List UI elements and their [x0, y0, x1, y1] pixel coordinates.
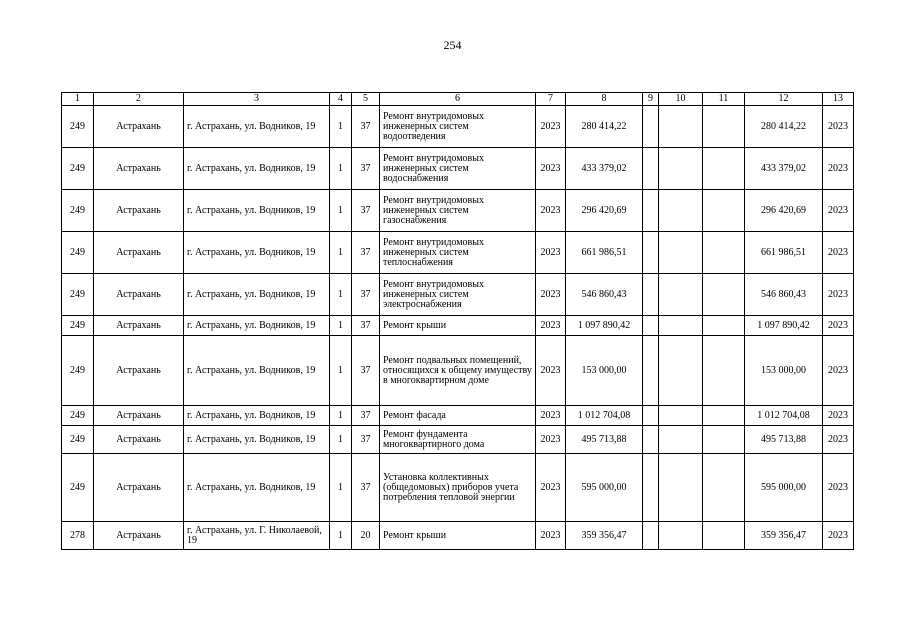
total-cost-cell: 359 356,47 [745, 522, 823, 550]
end-year-cell: 2023 [823, 426, 854, 454]
year-cell: 2023 [536, 454, 566, 522]
work-type-cell: Установка коллективных (общедомовых) приборов учета потребления тепловой энергии [380, 454, 536, 522]
address-cell: г. Астрахань, ул. Водников, 19 [184, 106, 330, 148]
col4-cell: 1 [330, 106, 352, 148]
row-number: 249 [62, 336, 94, 406]
year-cell: 2023 [536, 406, 566, 426]
col5-cell: 37 [352, 454, 380, 522]
row-number: 278 [62, 522, 94, 550]
address-cell: г. Астрахань, ул. Водников, 19 [184, 454, 330, 522]
cost-cell: 359 356,47 [566, 522, 643, 550]
col5-cell: 37 [352, 336, 380, 406]
year-cell: 2023 [536, 148, 566, 190]
municipality-cell: Астрахань [94, 336, 184, 406]
col10-cell [659, 190, 703, 232]
year-cell: 2023 [536, 274, 566, 316]
col11-cell [703, 148, 745, 190]
col5-cell: 37 [352, 106, 380, 148]
column-number-header: 7 [536, 93, 566, 106]
year-cell: 2023 [536, 232, 566, 274]
work-type-cell: Ремонт внутридомовых инженерных систем электроснабжения [380, 274, 536, 316]
col9-cell [643, 336, 659, 406]
end-year-cell: 2023 [823, 106, 854, 148]
municipality-cell: Астрахань [94, 316, 184, 336]
col9-cell [643, 406, 659, 426]
address-cell: г. Астрахань, ул. Водников, 19 [184, 316, 330, 336]
table-row [62, 316, 854, 336]
table-row [62, 274, 854, 316]
page-number: 254 [443, 38, 462, 52]
work-type-cell: Ремонт внутридомовых инженерных систем газоснабжения [380, 190, 536, 232]
col4-cell: 1 [330, 454, 352, 522]
col10-cell [659, 454, 703, 522]
work-type-cell: Ремонт крыши [380, 316, 536, 336]
end-year-cell: 2023 [823, 316, 854, 336]
col9-cell [643, 232, 659, 274]
row-number: 249 [62, 454, 94, 522]
address-cell: г. Астрахань, ул. Водников, 19 [184, 190, 330, 232]
cost-cell: 595 000,00 [566, 454, 643, 522]
municipality-cell: Астрахань [94, 454, 184, 522]
work-type-cell: Ремонт фасада [380, 406, 536, 426]
work-type-cell: Ремонт подвальных помещений, относящихся к общему имуществу в многоквартирном доме [380, 336, 536, 406]
work-type-cell: Ремонт внутридомовых инженерных систем теплоснабжения [380, 232, 536, 274]
col4-cell: 1 [330, 406, 352, 426]
cost-cell: 296 420,69 [566, 190, 643, 232]
total-cost-cell: 433 379,02 [745, 148, 823, 190]
col4-cell: 1 [330, 522, 352, 550]
column-number-header: 6 [380, 93, 536, 106]
cost-cell: 546 860,43 [566, 274, 643, 316]
col11-cell [703, 106, 745, 148]
total-cost-cell: 296 420,69 [745, 190, 823, 232]
year-cell: 2023 [536, 426, 566, 454]
address-cell: г. Астрахань, ул. Водников, 19 [184, 426, 330, 454]
col9-cell [643, 316, 659, 336]
year-cell: 2023 [536, 336, 566, 406]
col5-cell: 37 [352, 148, 380, 190]
col10-cell [659, 426, 703, 454]
col11-cell [703, 274, 745, 316]
cost-cell: 1 012 704,08 [566, 406, 643, 426]
column-number-header: 13 [823, 93, 854, 106]
col10-cell [659, 406, 703, 426]
column-number-header: 5 [352, 93, 380, 106]
row-number: 249 [62, 148, 94, 190]
address-cell: г. Астрахань, ул. Водников, 19 [184, 274, 330, 316]
col11-cell [703, 406, 745, 426]
cost-cell: 495 713,88 [566, 426, 643, 454]
col10-cell [659, 316, 703, 336]
total-cost-cell: 495 713,88 [745, 426, 823, 454]
work-type-cell: Ремонт внутридомовых инженерных систем водоотведения [380, 106, 536, 148]
municipality-cell: Астрахань [94, 190, 184, 232]
table-row [62, 148, 854, 190]
work-type-cell: Ремонт фундамента многоквартирного дома [380, 426, 536, 454]
table-row [62, 426, 854, 454]
row-number: 249 [62, 274, 94, 316]
municipality-cell: Астрахань [94, 106, 184, 148]
column-number-header: 10 [659, 93, 703, 106]
column-number-row [62, 93, 854, 106]
table-row [62, 232, 854, 274]
table-row [62, 454, 854, 522]
col9-cell [643, 522, 659, 550]
col5-cell: 20 [352, 522, 380, 550]
col4-cell: 1 [330, 148, 352, 190]
municipality-cell: Астрахань [94, 406, 184, 426]
work-type-cell: Ремонт внутридомовых инженерных систем водоснабжения [380, 148, 536, 190]
col9-cell [643, 190, 659, 232]
cost-cell: 280 414,22 [566, 106, 643, 148]
year-cell: 2023 [536, 106, 566, 148]
col5-cell: 37 [352, 426, 380, 454]
col9-cell [643, 274, 659, 316]
cost-cell: 433 379,02 [566, 148, 643, 190]
col5-cell: 37 [352, 316, 380, 336]
municipality-cell: Астрахань [94, 522, 184, 550]
col11-cell [703, 426, 745, 454]
row-number: 249 [62, 232, 94, 274]
column-number-header: 11 [703, 93, 745, 106]
col11-cell [703, 190, 745, 232]
col5-cell: 37 [352, 190, 380, 232]
row-number: 249 [62, 316, 94, 336]
address-cell: г. Астрахань, ул. Водников, 19 [184, 148, 330, 190]
address-cell: г. Астрахань, ул. Г. Николаевой, 19 [184, 522, 330, 550]
col4-cell: 1 [330, 190, 352, 232]
col5-cell: 37 [352, 406, 380, 426]
end-year-cell: 2023 [823, 148, 854, 190]
col5-cell: 37 [352, 274, 380, 316]
row-number: 249 [62, 190, 94, 232]
cost-cell: 153 000,00 [566, 336, 643, 406]
year-cell: 2023 [536, 190, 566, 232]
col11-cell [703, 232, 745, 274]
col10-cell [659, 274, 703, 316]
end-year-cell: 2023 [823, 190, 854, 232]
column-number-header: 1 [62, 93, 94, 106]
col4-cell: 1 [330, 232, 352, 274]
table-row [62, 406, 854, 426]
end-year-cell: 2023 [823, 522, 854, 550]
col4-cell: 1 [330, 274, 352, 316]
municipality-cell: Астрахань [94, 148, 184, 190]
end-year-cell: 2023 [823, 232, 854, 274]
year-cell: 2023 [536, 316, 566, 336]
table-row [62, 336, 854, 406]
total-cost-cell: 595 000,00 [745, 454, 823, 522]
total-cost-cell: 280 414,22 [745, 106, 823, 148]
col9-cell [643, 426, 659, 454]
row-number: 249 [62, 406, 94, 426]
total-cost-cell: 1 012 704,08 [745, 406, 823, 426]
row-number: 249 [62, 106, 94, 148]
cost-cell: 1 097 890,42 [566, 316, 643, 336]
col10-cell [659, 522, 703, 550]
col4-cell: 1 [330, 316, 352, 336]
total-cost-cell: 661 986,51 [745, 232, 823, 274]
total-cost-cell: 153 000,00 [745, 336, 823, 406]
col9-cell [643, 454, 659, 522]
column-number-header: 4 [330, 93, 352, 106]
col11-cell [703, 454, 745, 522]
table-row [62, 190, 854, 232]
column-number-header: 3 [184, 93, 330, 106]
col9-cell [643, 106, 659, 148]
col10-cell [659, 106, 703, 148]
end-year-cell: 2023 [823, 274, 854, 316]
col4-cell: 1 [330, 336, 352, 406]
table-row [62, 106, 854, 148]
col10-cell [659, 232, 703, 274]
col9-cell [643, 148, 659, 190]
col5-cell: 37 [352, 232, 380, 274]
col10-cell [659, 336, 703, 406]
col11-cell [703, 522, 745, 550]
end-year-cell: 2023 [823, 454, 854, 522]
address-cell: г. Астрахань, ул. Водников, 19 [184, 406, 330, 426]
municipality-cell: Астрахань [94, 274, 184, 316]
table-row [62, 522, 854, 550]
col11-cell [703, 316, 745, 336]
work-type-cell: Ремонт крыши [380, 522, 536, 550]
col4-cell: 1 [330, 426, 352, 454]
column-number-header: 9 [643, 93, 659, 106]
municipality-cell: Астрахань [94, 426, 184, 454]
address-cell: г. Астрахань, ул. Водников, 19 [184, 232, 330, 274]
column-number-header: 8 [566, 93, 643, 106]
cost-cell: 661 986,51 [566, 232, 643, 274]
end-year-cell: 2023 [823, 406, 854, 426]
capital-repair-table [61, 92, 854, 550]
address-cell: г. Астрахань, ул. Водников, 19 [184, 336, 330, 406]
end-year-cell: 2023 [823, 336, 854, 406]
total-cost-cell: 546 860,43 [745, 274, 823, 316]
column-number-header: 2 [94, 93, 184, 106]
total-cost-cell: 1 097 890,42 [745, 316, 823, 336]
col10-cell [659, 148, 703, 190]
year-cell: 2023 [536, 522, 566, 550]
col11-cell [703, 336, 745, 406]
column-number-header: 12 [745, 93, 823, 106]
municipality-cell: Астрахань [94, 232, 184, 274]
row-number: 249 [62, 426, 94, 454]
